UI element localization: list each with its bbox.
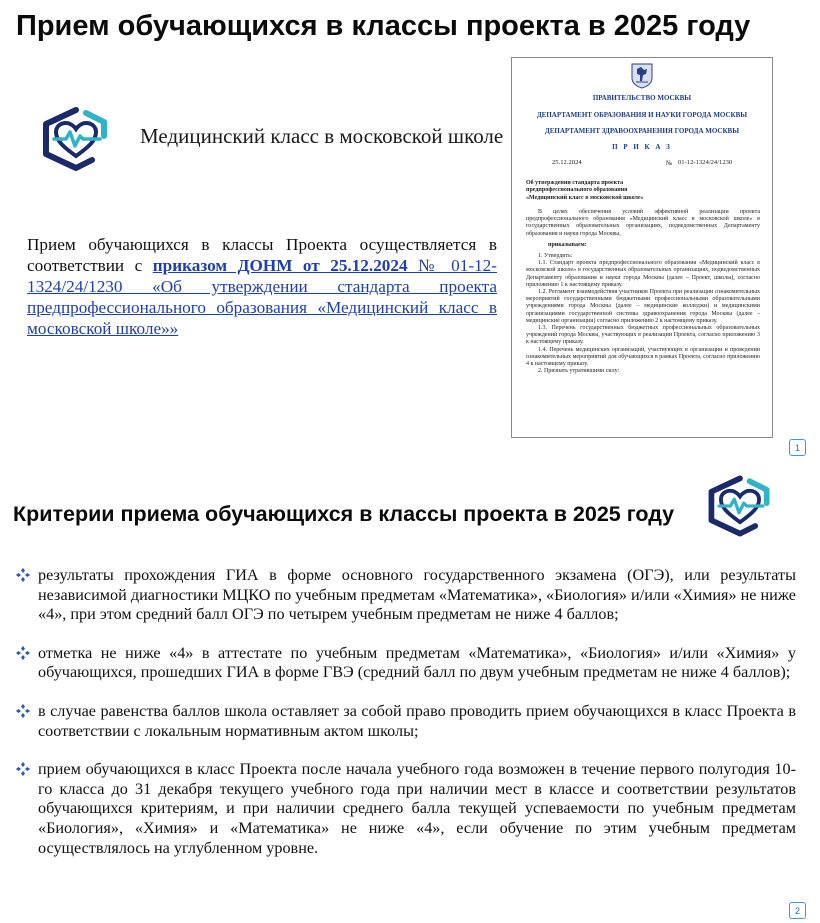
- order-link-rest: № 01-12-1324/24/1230 «Об утверждении стандарта проекта предпрофессионального образования «Медицинский класс в московской школе»»: [27, 256, 497, 338]
- doc-para: 2. Признать утратившими силу:: [538, 368, 620, 375]
- intro-paragraph: [27, 234, 497, 339]
- page-number-1: 1: [789, 439, 806, 456]
- diamond-bullet-icon: [16, 704, 30, 718]
- doc-date: 25.12.2024: [552, 159, 582, 166]
- medical-class-logo-icon: [700, 474, 780, 538]
- criteria-text: результаты прохождения ГИА в форме основного государственного экзамена (ОГЭ), или результаты независимой диагностики МЦКО по учебным предметам «Математика», «Биология» и/или «Химия» не ниже «4», при этом средний балл ОГЭ по четырем учебным предметам не ниже 4 баллов;: [38, 566, 796, 624]
- doc-body: [526, 209, 760, 375]
- project-subtitle: Медицинский класс в московской школе: [140, 124, 504, 148]
- page-number-2: 2: [789, 902, 806, 919]
- doc-para: 1.1. Стандарт проекта предпрофессионального образования «Медицинский класс в московской школе» в государственных образовательных организациях, подведомственных Департаменту образования и науки города Москвы (далее – Проект, школы), согласно приложению 1 к настоящему приказу.: [526, 260, 760, 288]
- doc-header-government: ПРАВИТЕЛЬСТВО МОСКВЫ: [592, 94, 692, 102]
- doc-subject: Об утверждении стандарта проекта предпрофессионального образования «Медицинский класс в московской школе»: [526, 180, 644, 201]
- doc-para: 1.4. Перечень медицинских организаций, участвующих в организации и проведении ознакомительных мероприятий для обучающихся в рамках Проекта, согласно приложению 4 к настоящему приказу.: [526, 346, 760, 368]
- doc-header-health-dept: ДЕПАРТАМЕНТ ЗДРАВООХРАНЕНИЯ ГОРОДА МОСКВЫ: [544, 127, 740, 135]
- order-document-preview: [511, 57, 773, 438]
- doc-number: 01-12-1324/24/1230: [678, 159, 733, 166]
- criteria-text: отметка не ниже «4» в аттестате по учебным предметам «Математика», «Биология» и/или «Химия» у обучающихся, прошедших ГИА в форме ГВЭ (средний балл по двум учебным предметам не ниже 4 баллов);: [38, 643, 796, 682]
- slide-1-title: Прием обучающихся в классы проекта в 2025 году: [16, 10, 751, 42]
- criteria-item: [16, 566, 796, 625]
- doc-para: В целях обеспечения условий эффективной реализации проекта предпрофессионального образования «Медицинский класс в московской школе» в государственных образовательных организациях, подведомственных Департаменту образования и науки города Москвы,: [526, 209, 760, 237]
- intro-text: Прием обучающихся в классы Проекта осуществляется в соответствии с: [27, 235, 497, 275]
- criteria-item: [16, 760, 796, 858]
- doc-prikazyvaem: приказываем:: [548, 241, 587, 248]
- criteria-text: прием обучающихся в класс Проекта после начала учебного года возможен в течение первого полугодия 10-го класса до 31 декабря текущего учебного года при наличии мест в классе и соответствии результатов обучающихся критериям, и при наличии среднего балла текущей успеваемости по учебным предметам «Биология», «Химия» и «Математика» не ниже «4», если обучение по этим учебным предметам осуществлялось на углубленном уровне.: [38, 760, 796, 857]
- order-link-bold: приказом ДОНМ от 25.12.2024: [152, 256, 408, 275]
- criteria-item: [16, 644, 796, 683]
- doc-number-label: №: [666, 160, 673, 167]
- doc-header-education-dept: ДЕПАРТАМЕНТ ОБРАЗОВАНИЯ И НАУКИ ГОРОДА МОСКВЫ: [536, 111, 748, 119]
- diamond-bullet-icon: [16, 646, 30, 660]
- criteria-item: [16, 702, 796, 741]
- medical-class-logo-icon: [34, 106, 118, 172]
- doc-para: 1.3. Перечень государственных бюджетных профессиональных образовательных учреждений города Москвы, участвующих в реализации Проекта, согласно приложению 3 к настоящему приказу.: [526, 325, 760, 346]
- doc-para: 1.2. Регламент взаимодействия участников Проекта при реализации ознакомительных мероприятий государственными бюджетными профессиональными образовательными учреждениями города Москвы (далее – медицинские колледжи) и медицинскими организациями государственной системы здравоохранения города Москвы (далее – медицинские организации) согласно приложению 2 к настоящему приказу.: [526, 289, 760, 324]
- slide-2: [0, 462, 820, 923]
- criteria-text: в случае равенства баллов школа оставляет за собой право проводить прием обучающихся в класс Проекта в соответствии с локальным нормативным актом школы;: [38, 701, 796, 740]
- moscow-coat-of-arms-icon: [631, 63, 653, 92]
- slide-2-title: Критерии приема обучающихся в классы проекта в 2025 году: [13, 502, 675, 526]
- diamond-bullet-icon: [16, 762, 30, 776]
- doc-para: 1. Утвердить:: [538, 253, 573, 260]
- doc-header-order: П Р И К А З: [612, 143, 672, 151]
- diamond-bullet-icon: [16, 568, 30, 582]
- criteria-list: [16, 566, 796, 877]
